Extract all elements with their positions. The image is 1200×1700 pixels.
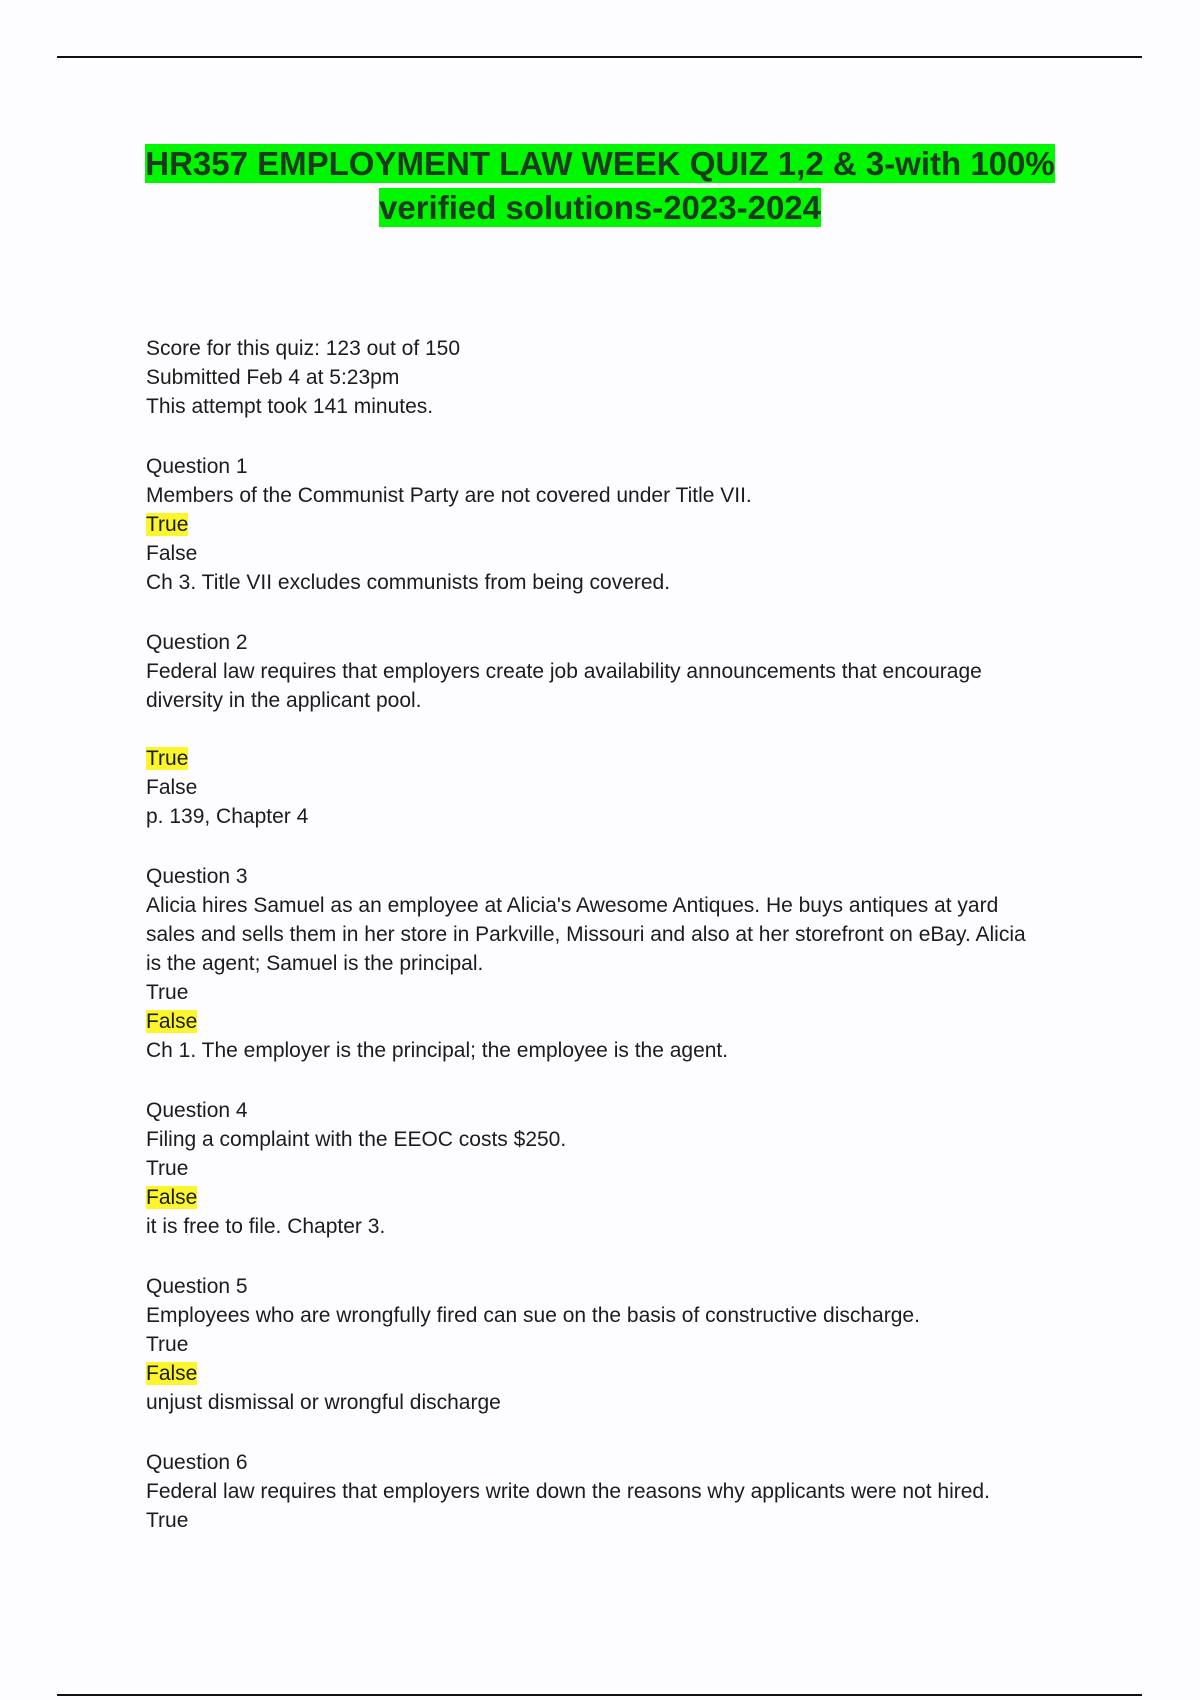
question-text: Alicia hires Samuel as an employee at Alicia's Awesome Antiques. He buys antiques at yard bbox=[146, 894, 999, 917]
option-true bbox=[146, 510, 1086, 539]
question-heading: Question 4 bbox=[146, 1099, 248, 1122]
question-text: Federal law requires that employers write down the reasons why applicants were not hired. bbox=[146, 1480, 990, 1503]
question-text: is the agent; Samuel is the principal. bbox=[146, 952, 484, 975]
question-4 bbox=[146, 1096, 1086, 1241]
option-false: False bbox=[146, 776, 198, 799]
score-text: Score for this quiz: 123 out of 150 bbox=[146, 337, 461, 360]
explanation: Ch 1. The employer is the principal; the employee is the agent. bbox=[146, 1039, 729, 1062]
question-3 bbox=[146, 862, 1086, 1065]
explanation: Ch 3. Title VII excludes communists from being covered. bbox=[146, 571, 671, 594]
explanation: unjust dismissal or wrongful discharge bbox=[146, 1391, 501, 1414]
document-title bbox=[100, 142, 1100, 230]
question-heading: Question 6 bbox=[146, 1451, 248, 1474]
question-6 bbox=[146, 1448, 1086, 1535]
selected-answer: True bbox=[146, 747, 189, 770]
explanation: it is free to file. Chapter 3. bbox=[146, 1215, 386, 1238]
submitted-text: Submitted Feb 4 at 5:23pm bbox=[146, 366, 400, 389]
blank-line bbox=[146, 715, 1086, 744]
option-true: True bbox=[146, 1333, 189, 1356]
option-false bbox=[146, 1007, 1086, 1036]
option-true: True bbox=[146, 981, 189, 1004]
selected-answer: False bbox=[146, 1186, 198, 1209]
question-heading: Question 5 bbox=[146, 1275, 248, 1298]
option-true: True bbox=[146, 1157, 189, 1180]
selected-answer: False bbox=[146, 1362, 198, 1385]
question-heading: Question 3 bbox=[146, 865, 248, 888]
question-text: Members of the Communist Party are not covered under Title VII. bbox=[146, 484, 752, 507]
bottom-rule bbox=[57, 1694, 1142, 1696]
question-2 bbox=[146, 628, 1086, 831]
question-heading: Question 2 bbox=[146, 631, 248, 654]
title-line-2: verified solutions-2023-2024 bbox=[378, 189, 822, 226]
question-1 bbox=[146, 452, 1086, 597]
question-text: Filing a complaint with the EEOC costs $250. bbox=[146, 1128, 567, 1151]
quiz-summary bbox=[146, 334, 1086, 421]
question-text: diversity in the applicant pool. bbox=[146, 689, 422, 712]
option-true: True bbox=[146, 1509, 189, 1532]
option-false: False bbox=[146, 542, 198, 565]
selected-answer: False bbox=[146, 1010, 198, 1033]
option-false bbox=[146, 1183, 1086, 1212]
option-false bbox=[146, 1359, 1086, 1388]
question-text: sales and sells them in her store in Parkville, Missouri and also at her storefront on eBay. Alicia bbox=[146, 923, 1026, 946]
title-line-1: HR357 EMPLOYMENT LAW WEEK QUIZ 1,2 & 3-with 100% bbox=[145, 145, 1055, 182]
option-true bbox=[146, 744, 1086, 773]
question-text: Employees who are wrongfully fired can sue on the basis of constructive discharge. bbox=[146, 1304, 920, 1327]
question-5 bbox=[146, 1272, 1086, 1417]
top-rule bbox=[57, 56, 1142, 58]
duration-text: This attempt took 141 minutes. bbox=[146, 395, 434, 418]
selected-answer: True bbox=[146, 513, 189, 536]
explanation: p. 139, Chapter 4 bbox=[146, 805, 309, 828]
quiz-content bbox=[146, 334, 1086, 1566]
question-text: Federal law requires that employers create job availability announcements that encourage bbox=[146, 660, 982, 683]
question-heading: Question 1 bbox=[146, 455, 248, 478]
